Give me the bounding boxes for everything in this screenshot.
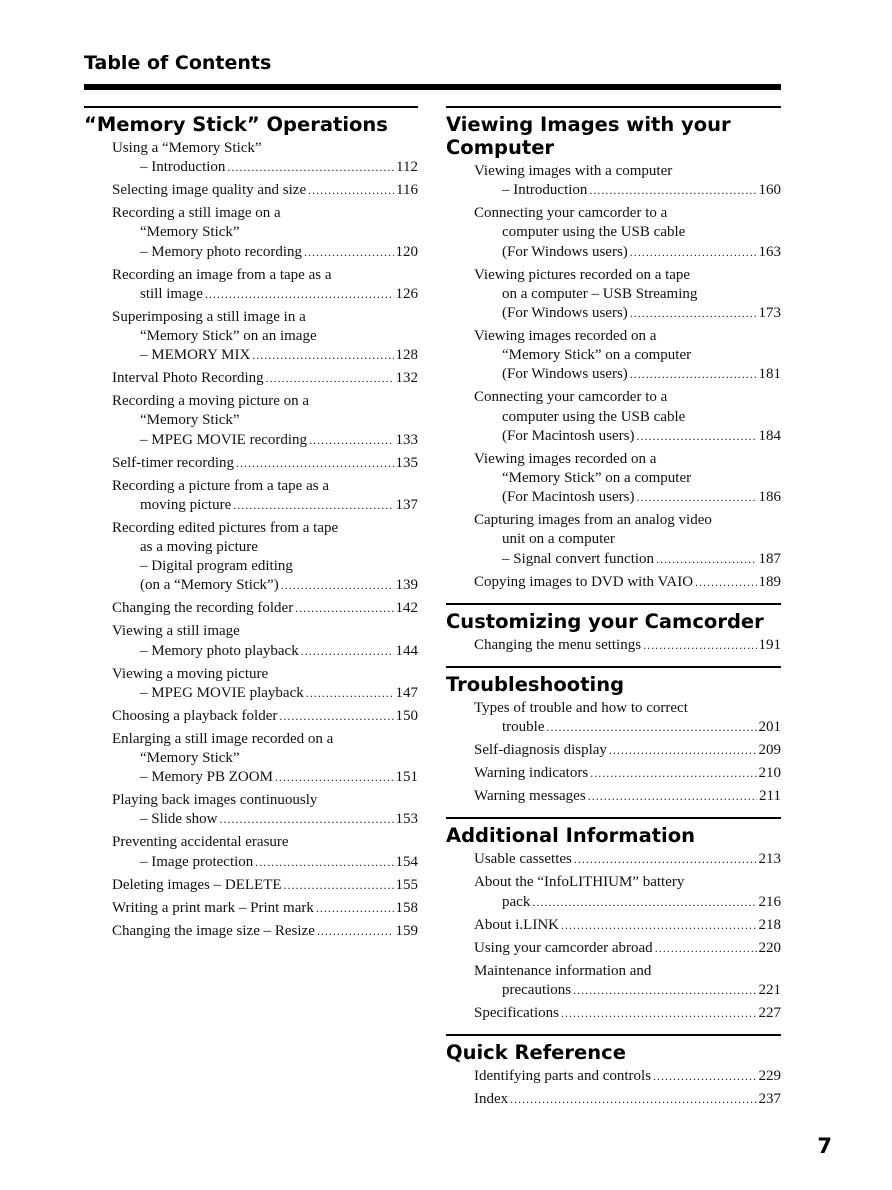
entry-page-number: 159 [395,922,418,939]
toc-entry[interactable] [446,1090,781,1109]
entry-page-number: 191 [758,636,781,653]
toc-entry[interactable] [446,962,781,1000]
entry-line: “Memory Stick” [140,224,240,241]
entry-line: Viewing a still image [112,623,240,640]
dot-leader [655,939,757,958]
entry-text: (For Windows users) [502,243,628,260]
entry-line: “Memory Stick” on an image [140,328,317,345]
entry-page-number: 142 [395,600,418,617]
entry-page-number: 210 [758,765,781,782]
entry-final-line [112,853,418,872]
toc-entry[interactable] [84,622,418,660]
toc-entry[interactable] [84,899,418,918]
entry-text: still image [140,285,203,302]
entry-line: Recording a moving picture on a [112,393,310,410]
entry-text: precautions [502,981,572,998]
entry-line: “Memory Stick” on a computer [502,470,692,487]
entry-page-number: 163 [758,243,781,260]
entry-page-number: 135 [395,454,418,471]
entry-final-line [474,181,781,200]
toc-entry[interactable] [84,369,418,388]
entry-text: Identifying parts and controls [474,1068,652,1085]
entry-final-line [474,893,781,912]
toc-section [446,106,781,592]
entry-text: Usable cassettes [474,851,572,868]
toc-entry[interactable] [446,388,781,446]
dot-leader [316,899,394,918]
entry-text: Warning messages [474,788,586,805]
entry-line: – Digital program editing [140,558,293,575]
dot-leader [306,684,394,703]
dot-leader [532,893,756,912]
entry-final-line [474,850,781,869]
entry-final-line [112,707,418,726]
dot-leader [266,369,394,388]
entry-line: Playing back images continuously [112,792,318,809]
entry-final-line [112,810,418,829]
toc-entry[interactable] [84,204,418,262]
dot-leader [609,741,757,760]
entry-text: (on a “Memory Stick”) [140,577,279,594]
dot-leader [284,876,394,895]
entry-final-line [474,1067,781,1086]
entry-final-line [112,369,418,388]
dot-leader [304,243,393,262]
entry-final-line [112,346,418,365]
dot-leader [573,981,756,1000]
entry-page-number: 184 [758,427,781,444]
toc-entry[interactable] [446,511,781,569]
toc-entry[interactable] [446,204,781,262]
entry-page-number: 209 [758,742,781,759]
toc-column-left [84,106,418,952]
dot-leader [275,768,394,787]
toc-entry[interactable] [446,699,781,737]
dot-leader [653,1067,756,1086]
entry-line: Recording edited pictures from a tape [112,519,339,536]
entry-page-number: 237 [758,1091,781,1108]
entry-page-number: 151 [395,769,418,786]
entry-page-number: 181 [758,366,781,383]
entry-text: (For Windows users) [502,305,628,322]
dot-leader [281,576,394,595]
entry-final-line [474,304,781,323]
dot-leader [301,642,394,661]
toc-entry[interactable] [84,477,418,515]
entry-text: Changing the recording folder [112,600,294,617]
dot-leader [255,853,393,872]
toc-entry[interactable] [446,162,781,200]
dot-leader [308,181,394,200]
section-title: Troubleshooting [446,673,625,697]
entry-text: About i.LINK [474,916,559,933]
entry-final-line [112,642,418,661]
entry-page-number: 211 [759,788,781,805]
entry-text: (For Macintosh users) [502,489,635,506]
entry-final-line [112,158,418,177]
toc-entry[interactable] [84,181,418,200]
entry-page-number: 220 [758,939,781,956]
entry-text: – Introduction [502,182,588,199]
toc-entry[interactable] [446,1067,781,1086]
toc-column-right [446,106,781,1120]
entry-line: computer using the USB cable [502,408,686,425]
toc-entry[interactable] [446,787,781,806]
entry-line: “Memory Stick” on a computer [502,347,692,364]
toc-entry[interactable] [84,139,418,177]
entry-page-number: 158 [395,899,418,916]
dot-leader [220,810,394,829]
entry-page-number: 137 [395,496,418,513]
entry-page-number: 126 [395,285,418,302]
entry-final-line [474,764,781,783]
entry-final-line [474,573,781,592]
toc-entry[interactable] [446,327,781,385]
entry-final-line [474,488,781,507]
entry-line: Maintenance information and [474,962,652,979]
entry-text: – MPEG MOVIE playback [140,684,304,701]
entry-page-number: 201 [758,719,781,736]
section-title: “Memory Stick” Operations [84,113,388,136]
entry-final-line [112,431,418,450]
toc-section [84,106,418,941]
entry-text: trouble [502,719,545,736]
entry-page-number: 155 [395,876,418,893]
dot-leader [588,787,757,806]
entry-line: as a moving picture [140,539,258,556]
entry-final-line [112,181,418,200]
dot-leader [295,599,393,618]
entry-page-number: 147 [395,684,418,701]
entry-page-number: 229 [758,1068,781,1085]
dot-leader [317,922,394,941]
header-rule [84,84,781,90]
dot-leader [656,550,756,569]
toc-section [446,817,781,1023]
entry-text: – Signal convert function [502,550,655,567]
entry-line: Enlarging a still image recorded on a [112,730,334,747]
entry-text: moving picture [140,496,232,513]
entry-final-line [112,599,418,618]
toc-entry[interactable] [446,764,781,783]
entry-page-number: 187 [758,550,781,567]
entry-final-line [112,684,418,703]
entry-final-line [474,916,781,935]
page-header-title: Table of Contents [84,52,272,74]
entry-final-line [474,550,781,569]
entry-text: Warning indicators [474,765,589,782]
page-number: 7 [817,1134,832,1158]
entry-text: pack [502,893,531,910]
entry-text: Deleting images – DELETE [112,876,282,893]
dot-leader [547,718,757,737]
dot-leader [636,427,756,446]
entry-line: “Memory Stick” [140,750,240,767]
entry-page-number: 154 [395,853,418,870]
entry-final-line [112,454,418,473]
entry-page-number: 112 [396,159,418,176]
entry-text: Self-timer recording [112,454,235,471]
entry-text: (For Macintosh users) [502,427,635,444]
entry-text: Writing a print mark – Print mark [112,899,314,916]
toc-entry[interactable] [446,1004,781,1023]
entry-line: Recording an image from a tape as a [112,266,332,283]
entry-page-number: 133 [395,431,418,448]
section-title: Viewing Images with your Computer [446,113,731,159]
toc-entry[interactable] [84,665,418,703]
toc-entry[interactable] [446,939,781,958]
section-title: Customizing your Camcorder [446,609,764,633]
entry-page-number: 227 [758,1004,781,1021]
entry-final-line [474,365,781,384]
entry-page-number: 189 [758,573,781,590]
entry-line: computer using the USB cable [502,224,686,241]
entry-text: Changing the image size – Resize [112,922,315,939]
dot-leader [233,496,393,515]
entry-text: – Introduction [140,159,226,176]
entry-page-number: 132 [395,370,418,387]
entry-final-line [112,899,418,918]
dot-leader [279,707,393,726]
entry-final-line [112,496,418,515]
entry-line: Viewing images recorded on a [474,450,657,467]
toc-entry[interactable] [446,873,781,911]
toc-entry[interactable] [84,266,418,304]
entry-final-line [474,1004,781,1023]
entry-final-line [112,768,418,787]
entry-text: Selecting image quality and size [112,182,307,199]
dot-leader [643,636,756,655]
entry-page-number: 173 [758,305,781,322]
entry-text: Choosing a playback folder [112,707,278,724]
toc-entry[interactable] [84,876,418,895]
entry-final-line [474,427,781,446]
entry-line: “Memory Stick” [140,412,240,429]
entry-final-line [474,939,781,958]
dot-leader [252,346,393,365]
toc-entry[interactable] [446,741,781,760]
entry-text: (For Windows users) [502,366,628,383]
entry-page-number: 128 [395,347,418,364]
entry-text: – Memory photo recording [140,243,303,260]
toc-entry[interactable] [84,707,418,726]
entry-line: Connecting your camcorder to a [474,389,668,406]
dot-leader [590,764,756,783]
toc-entry[interactable] [84,730,418,788]
toc-entry[interactable] [84,833,418,871]
dot-leader [205,285,394,304]
dot-leader [236,454,393,473]
toc-entry[interactable] [446,266,781,324]
toc-section [446,603,781,655]
entry-page-number: 213 [758,851,781,868]
entry-line: Connecting your camcorder to a [474,205,668,222]
entry-page-number: 218 [758,916,781,933]
entry-line: Preventing accidental erasure [112,834,289,851]
entry-page-number: 139 [395,577,418,594]
entry-text: – MEMORY MIX [140,347,251,364]
dot-leader [510,1090,756,1109]
dot-leader [589,181,756,200]
entry-line: Superimposing a still image in a [112,308,306,325]
dot-leader [630,304,757,323]
entry-final-line [112,243,418,262]
entry-final-line [474,636,781,655]
entry-line: Recording a still image on a [112,205,281,222]
entry-final-line [474,741,781,760]
entry-text: Changing the menu settings [474,636,642,653]
entry-text: Using your camcorder abroad [474,939,653,956]
entry-page-number: 216 [758,893,781,910]
entry-page-number: 144 [395,642,418,659]
entry-page-number: 150 [395,707,418,724]
entry-text: Self-diagnosis display [474,742,607,759]
entry-final-line [112,922,418,941]
entry-text: Copying images to DVD with VAIO [474,573,694,590]
entry-line: unit on a computer [502,531,615,548]
entry-line: Types of trouble and how to correct [474,700,688,717]
toc-entry[interactable] [446,850,781,869]
toc-entry[interactable] [84,519,418,596]
entry-page-number: 153 [395,811,418,828]
entry-line: Viewing pictures recorded on a tape [474,266,691,283]
entry-line: Recording a picture from a tape as a [112,477,329,494]
entry-line: Viewing a moving picture [112,665,269,682]
toc-entry[interactable] [446,916,781,935]
entry-page-number: 186 [758,489,781,506]
entry-text: – Memory PB ZOOM [140,769,273,786]
entry-line: Viewing images recorded on a [474,328,657,345]
dot-leader [630,365,757,384]
entry-text: Index [474,1091,509,1108]
entry-final-line [474,243,781,262]
dot-leader [630,243,757,262]
dot-leader [561,916,757,935]
entry-text: – Image protection [140,853,254,870]
section-title: Quick Reference [446,1041,626,1065]
toc-entry[interactable] [84,308,418,366]
dot-leader [574,850,757,869]
dot-leader [561,1004,757,1023]
entry-final-line [474,981,781,1000]
toc-entry[interactable] [84,454,418,473]
entry-text: – Slide show [140,811,218,828]
entry-final-line [474,718,781,737]
toc-entry[interactable] [84,791,418,829]
dot-leader [636,488,756,507]
toc-entry[interactable] [84,392,418,450]
entry-line: About the “InfoLITHIUM” battery [474,874,685,891]
entry-final-line [112,576,418,595]
entry-text: Specifications [474,1004,559,1021]
toc-section [446,1034,781,1109]
entry-final-line [112,876,418,895]
entry-line: on a computer – USB Streaming [502,285,698,302]
dot-leader [695,573,756,592]
entry-page-number: 221 [758,981,781,998]
entry-page-number: 120 [395,243,418,260]
toc-entry[interactable] [446,573,781,592]
dot-leader [227,158,394,177]
entry-line: Capturing images from an analog video [474,512,712,529]
entry-final-line [474,1090,781,1109]
toc-entry[interactable] [84,922,418,941]
entry-final-line [112,285,418,304]
entry-page-number: 160 [758,182,781,199]
entry-text: – Memory photo playback [140,642,299,659]
dot-leader [309,431,393,450]
entry-line: Using a “Memory Stick” [112,140,262,156]
toc-entry[interactable] [446,636,781,655]
toc-entry[interactable] [446,450,781,508]
entry-final-line [474,787,781,806]
entry-text: – MPEG MOVIE recording [140,431,308,448]
toc-section [446,666,781,806]
entry-text: Interval Photo Recording [112,370,264,387]
toc-entry[interactable] [84,599,418,618]
entry-page-number: 116 [396,182,418,199]
section-title: Additional Information [446,824,696,848]
entry-line: Viewing images with a computer [474,163,673,179]
